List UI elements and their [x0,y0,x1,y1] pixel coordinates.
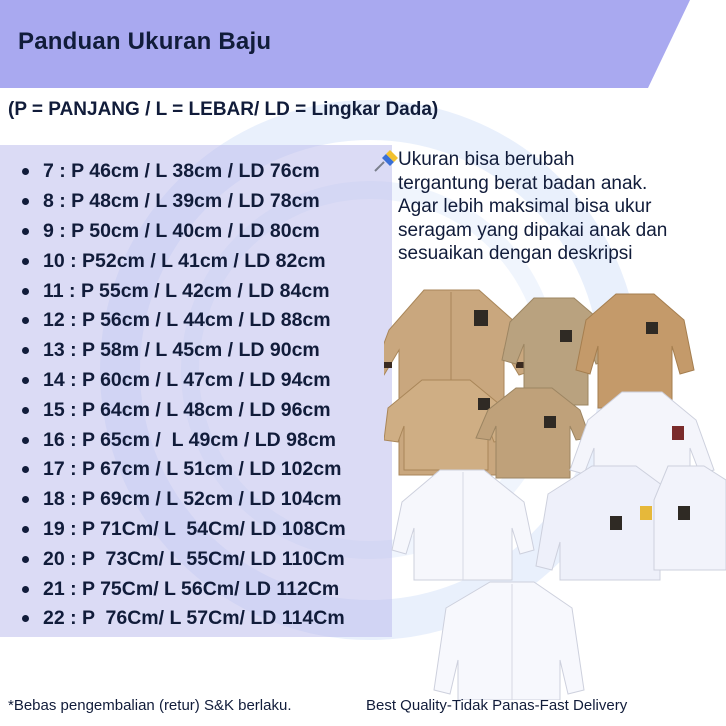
size-item [16,425,346,455]
khaki-shirt-image [576,294,694,408]
bullet-icon [22,198,29,205]
size-item [16,455,346,485]
bullet-icon [22,347,29,354]
size-text: 7 : P 46cm / L 38cm / LD 76cm [43,160,320,183]
bullet-icon [22,615,29,622]
note-line: Agar lebih maksimal bisa ukur [398,196,652,217]
bullet-icon [22,288,29,295]
size-item [16,515,346,545]
white-shirt-image [654,466,726,570]
size-text: 12 : P 56cm / L 44cm / LD 88cm [43,309,331,332]
bullet-icon [22,228,29,235]
size-text: 20 : P 73Cm/ L 55Cm/ LD 110Cm [43,547,345,570]
size-text: 18 : P 69cm / L 52cm / LD 104cm [43,488,342,511]
size-list [16,157,346,634]
size-text: 9 : P 50cm / L 40cm / LD 80cm [43,219,320,242]
size-text: 16 : P 65cm / L 49cm / LD 98cm [43,428,337,451]
size-item [16,395,346,425]
size-item [16,157,346,187]
size-text: 14 : P 60cm / L 47cm / LD 94cm [43,368,331,391]
size-item [16,574,346,604]
size-item [16,276,346,306]
bullet-icon [22,586,29,593]
bullet-icon [22,377,29,384]
size-item [16,187,346,217]
bullet-icon [22,317,29,324]
note-line: Ukuran bisa berubah [398,149,575,170]
size-item [16,246,346,276]
note-line: seragam yang dipakai anak dan [398,219,668,241]
size-text: 8 : P 48cm / L 39cm / LD 78cm [43,190,320,213]
size-legend: (P = PANJANG / L = LEBAR/ LD = Lingkar Dada) [8,99,439,120]
uniform-illustrations [384,280,726,700]
bullet-icon [22,168,29,175]
size-text: 13 : P 58m / L 45cm / LD 90cm [43,339,320,362]
size-item [16,306,346,336]
size-text: 22 : P 76Cm/ L 57Cm/ LD 114Cm [43,607,345,630]
size-text: 17 : P 67cm / L 51cm / LD 102cm [43,458,342,481]
white-shirt-image [392,470,534,580]
size-item [16,336,346,366]
quality-tagline: Best Quality-Tidak Panas-Fast Delivery [366,697,628,714]
page-title: Panduan Ukuran Baju [18,28,272,55]
size-item [16,366,346,396]
pushpin-icon [372,148,400,174]
size-item [16,544,346,574]
bullet-icon [22,556,29,563]
bullet-icon [22,526,29,533]
note-text [372,148,726,266]
size-item [16,485,346,515]
bullet-icon [22,496,29,503]
note-block [372,148,726,266]
return-policy-text: *Bebas pengembalian (retur) S&K berlaku. [8,697,292,714]
bullet-icon [22,407,29,414]
size-text: 10 : P52cm / L 41cm / LD 82cm [43,249,326,272]
size-text: 19 : P 71Cm/ L 54Cm/ LD 108Cm [43,517,346,540]
size-item [16,604,346,634]
size-item [16,217,346,247]
size-text: 15 : P 64cm / L 48cm / LD 96cm [43,398,331,421]
note-line: sesuaikan dengan deskripsi [398,243,633,264]
bullet-icon [22,466,29,473]
size-text: 11 : P 55cm / L 42cm / LD 84cm [43,279,330,302]
white-shirt-image [434,582,584,700]
note-line: tergantung berat badan anak. [398,172,648,194]
bullet-icon [22,258,29,265]
bullet-icon [22,437,29,444]
size-text: 21 : P 75Cm/ L 56Cm/ LD 112Cm [43,577,340,600]
